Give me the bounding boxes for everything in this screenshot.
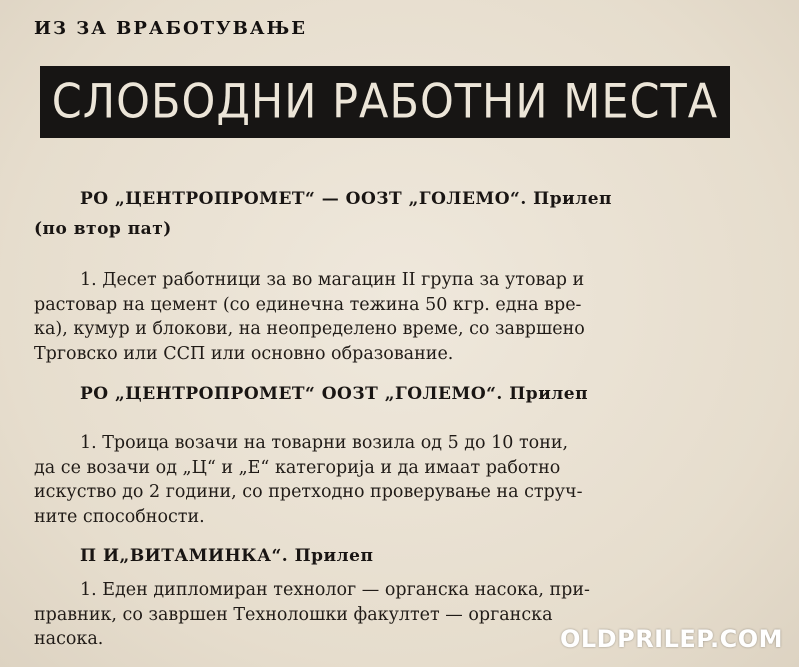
section-label: ИЗ ЗА ВРАБОТУВАЊЕ <box>34 18 307 39</box>
ad-2-line-1: 1. Троица возачи на товарни возила од 5 до 10 тони, <box>80 433 569 453</box>
site-watermark: OLDPRILEP.COM <box>559 625 783 653</box>
ad-3-heading: П И„ВИТАМИНКА“. Прилеп <box>80 546 374 566</box>
ad-1-line-3: ка), кумур и блокови, на неопределено време, со завршено <box>34 319 585 339</box>
title-banner <box>40 66 730 138</box>
ad-2-heading: РО „ЦЕНТРОПРОМЕТ“ ООЗТ „ГОЛЕМО“. Прилеп <box>80 384 589 404</box>
ad-1-line-4: Трговско или ССП или основно образование. <box>34 343 454 364</box>
ad-1-body <box>34 268 734 366</box>
ad-1-heading: РО „ЦЕНТРОПРОМЕТ“ — ООЗТ „ГОЛЕМО“. Прилеп <box>80 189 612 209</box>
ad-3-line-3: насока. <box>34 629 104 649</box>
ad-1-line-1: 1. Десет работници за во магацин II група за утовар и <box>80 270 585 290</box>
ad-1-line-2: растовар на цемент (со единечна тежина 50 кгр. една вре- <box>34 294 582 315</box>
ad-1-subheading: (по втор пат) <box>34 219 172 239</box>
banner-title: СЛОБОДНИ РАБОТНИ МЕСТА <box>51 74 719 130</box>
ad-2-line-2: да се возачи од „Ц“ и „Е“ категорија и да имаат работно <box>34 457 561 478</box>
ad-3-line-2: правник, со завршен Технолошки факултет — органска <box>34 604 553 625</box>
ad-3-line-1: 1. Еден дипломиран технолог — органска насока, при- <box>80 580 590 600</box>
ad-2-line-4: ните способности. <box>34 506 205 527</box>
ad-2-line-3: искуство до 2 години, со претходно проверување на струч- <box>34 482 583 502</box>
ad-2-body <box>34 431 734 529</box>
